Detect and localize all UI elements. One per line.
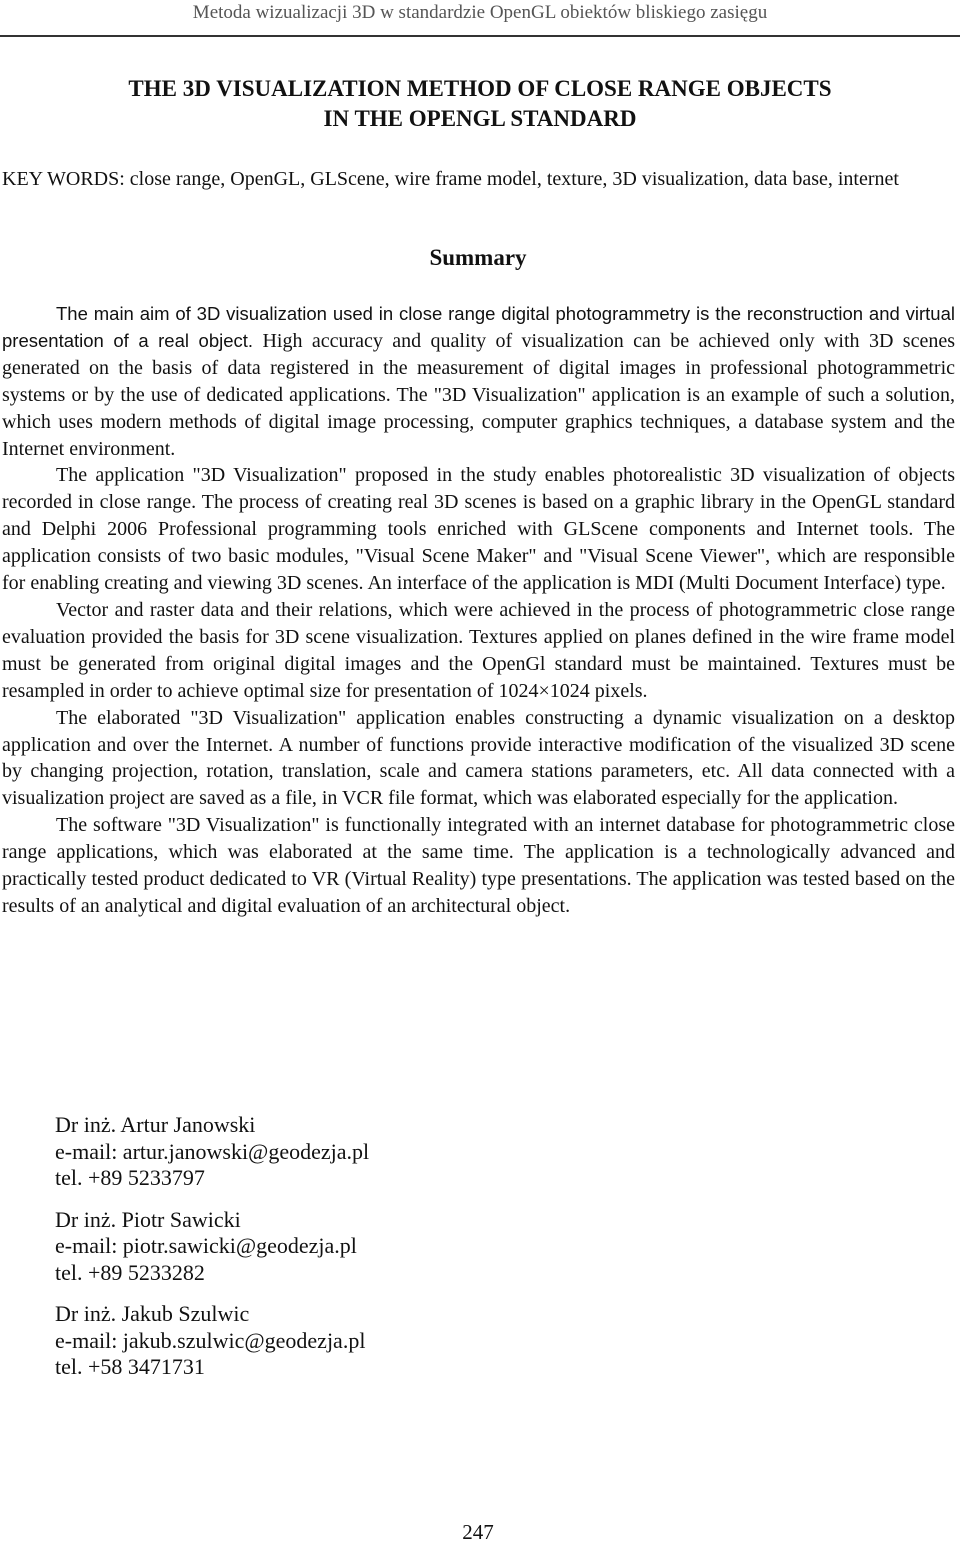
summary-heading: Summary: [429, 245, 527, 270]
abstract-paragraph-2: The application "3D Visualization" proposed in the study enables photorealistic 3D visualization of objects recorded in close range. The process of creating real 3D scenes is based on a graphic library in the OpenGL standard and Delphi 2006 Professional programming tools enriched with GLScene components and Internet tools. The application consists of two basic modules, "Visual Scene Maker" and "Visual Scene Viewer", which are responsible for enabling creating and viewing 3D scenes. An interface of the application is MDI (Multi Document Interface) type.: [2, 464, 955, 595]
abstract-p1-sans-text: The main aim of 3D visualization used in close range digital photogrammetry is the reconstruction and virtual presentation of a real object.: [2, 303, 955, 351]
author-tel: tel. +89 5233797: [55, 1165, 205, 1190]
authors-block: [55, 1112, 655, 1396]
page-number: 247: [462, 1520, 494, 1544]
author-tel: tel. +58 3471731: [55, 1354, 205, 1379]
abstract-paragraph-1: [2, 301, 955, 462]
author-name: Dr inż. Artur Janowski: [55, 1112, 256, 1137]
author-email: e-mail: piotr.sawicki@geodezja.pl: [55, 1233, 357, 1258]
author-entry: [55, 1301, 655, 1381]
title-line-2: IN THE OPENGL STANDARD: [323, 106, 637, 131]
title-line-1: THE 3D VISUALIZATION METHOD OF CLOSE RANGE OBJECTS: [128, 76, 832, 101]
abstract-p1-text: High accuracy and quality of visualization can be achieved only with 3D scenes generated on the basis of data registered in the measurement of digital images in professional photogrammetric systems or by the use of dedicated applications. The "3D Visualization" application is an example of such a solution, which uses modern methods of digital image processing, computer graphics techniques, a database system and the Internet environment.: [2, 329, 955, 460]
author-email: e-mail: artur.janowski@geodezja.pl: [55, 1138, 370, 1164]
abstract-paragraph-5: The software "3D Visualization" is functionally integrated with an internet database for photogrammetric close range applications, which was elaborated at the same time. The application is a technologically advanced and practically tested product dedicated to VR (Virtual Reality) type presentations. The application was tested based on the results of an analytical and digital evaluation of an architectural object.: [2, 814, 955, 917]
author-name: Dr inż. Piotr Sawicki: [55, 1206, 241, 1232]
author-name: Dr inż. Jakub Szulwic: [55, 1301, 250, 1326]
author-entry: [55, 1112, 655, 1192]
paper-title: [0, 74, 960, 134]
author-email: e-mail: jakub.szulwic@geodezja.pl: [55, 1327, 366, 1353]
header-rule: [0, 35, 960, 37]
keywords: KEY WORDS: close range, OpenGL, GLScene, wire frame model, texture, 3D visualization, data base, internet: [2, 168, 899, 190]
author-tel: tel. +89 5233282: [55, 1259, 205, 1285]
abstract-paragraph-3: Vector and raster data and their relations, which were achieved in the process of photogrammetric close range evaluation provided the basis for 3D scene visualization. Textures applied on planes defined in the wire frame model must be generated from original digital images and the OpenGl standard must be maintained. Textures must be resampled in order to achieve optimal size for presentation of 1024×1024 pixels.: [2, 598, 955, 702]
abstract-paragraph-4: The elaborated "3D Visualization" application enables constructing a dynamic visualization on a desktop application and over the Internet. A number of functions provide interactive modification of the visualized 3D scene by changing projection, rotation, translation, scale and camera stations parameters, etc. All data connected with a visualization project are saved as a file, in VCR file format, which was elaborated especially for the application.: [2, 706, 955, 810]
running-header: Metoda wizualizacji 3D w standardzie OpenGL obiektów bliskiego zasięgu: [192, 2, 768, 23]
abstract: [2, 301, 955, 920]
author-entry: [55, 1207, 655, 1287]
